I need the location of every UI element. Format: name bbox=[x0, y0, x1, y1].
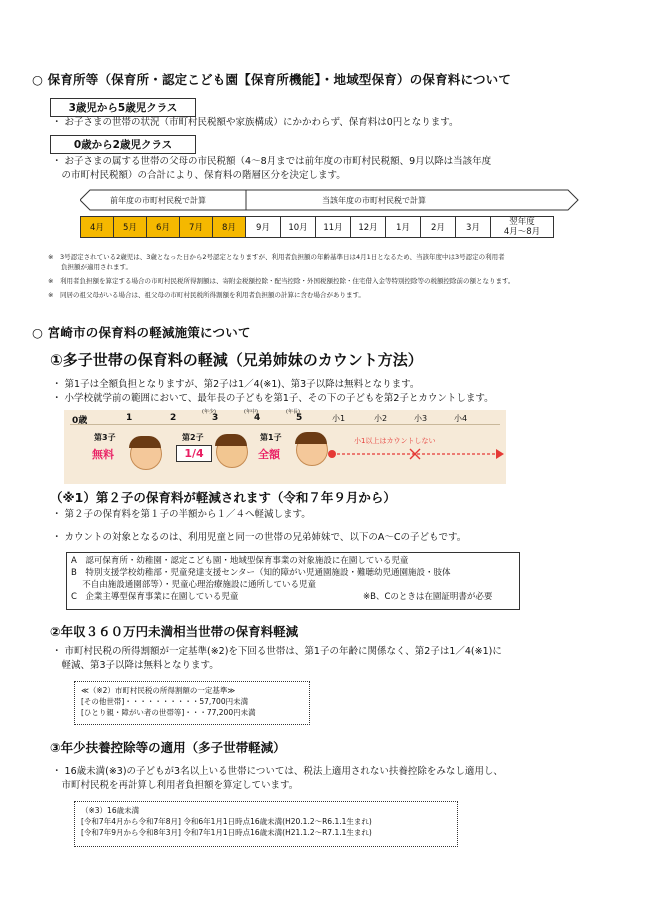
tag-0to2: 0歳から2歳児クラス bbox=[50, 135, 196, 154]
note-line: 負担額が適用されます。 bbox=[48, 263, 132, 271]
criteria-line: [その他世帯]・・・・・・・・・・57,700円未満 bbox=[81, 697, 249, 706]
abc-note: ※B、Cのときは在園証明書が必要 bbox=[363, 592, 493, 602]
section2-title: ○ 宮崎市の保育料の軽減施策について bbox=[32, 325, 251, 340]
sub1-title: ①多子世帯の保育料の軽減（兄弟姉妹のカウント方法） bbox=[50, 351, 423, 369]
kid3-fee: 無料 bbox=[92, 448, 114, 461]
not-counted-label: 小1以上はカウントしない bbox=[354, 437, 436, 445]
month-cell: 6月 bbox=[147, 217, 180, 238]
sub3-title: ③年少扶養控除等の適用（多子世帯軽減） bbox=[50, 740, 286, 755]
age-label: 1 bbox=[126, 413, 133, 423]
sub2-bullet-line2: 軽減、第3子以降は無料となります。 bbox=[52, 660, 219, 671]
bullet-0to2-line1: ・ お子さまの属する世帯の父母の市民税額（4～8月までは前年度の市町村民税額、9月以降は当該年度 bbox=[52, 156, 492, 167]
age-label: 小3 bbox=[414, 414, 428, 423]
months-table bbox=[80, 216, 554, 238]
age-axis bbox=[70, 424, 500, 425]
month-cell: 1月 bbox=[386, 217, 421, 238]
sub1-bullet2: ・ 小学校就学前の範囲において、最年長の子どもを第1子、その下の子どもを第2子とカウントします。 bbox=[52, 393, 494, 404]
month-cell: 5月 bbox=[114, 217, 147, 238]
age-label: 2 bbox=[170, 413, 177, 423]
bullet-0to2-line2: の市町村民税額）の合計により、保育料の階層区分を決定します。 bbox=[52, 170, 346, 181]
age-box bbox=[74, 801, 458, 847]
sub1-bullet1: ・ 第1子は全額負担となりますが、第2子は1／4(※1)、第3子以降は無料となります。 bbox=[52, 379, 420, 390]
note-line: ※ 利用者負担額を算定する場合の市町村民税所得割額は、寄附金税額控除・配当控除・外国税額控除・住宅借入金等特別控除等の税額控除前の額となります。 bbox=[48, 277, 515, 285]
month-cell: 3月 bbox=[456, 217, 491, 238]
month-cell: 12月 bbox=[351, 217, 386, 238]
note1-title: （※1）第２子の保育料が軽減されます（令和７年９月から） bbox=[50, 490, 396, 505]
kid1-hair-icon bbox=[295, 432, 327, 444]
kid3-hair-icon bbox=[129, 436, 161, 448]
note-line: ※ 同居の祖父母がいる場合は、祖父母の市町村民税所得割額を利用者負担額の計算に含む場合があります。 bbox=[48, 291, 365, 299]
arrow-prev-label: 前年度の市町村民税で計算 bbox=[110, 196, 206, 205]
month-cell: 2月 bbox=[421, 217, 456, 238]
note1-bullet2: ・ カウントの対象となるのは、利用児童と同一の世帯の兄弟姉妹で、以下のA～Cの子どもです。 bbox=[52, 532, 467, 543]
notes bbox=[48, 252, 638, 300]
month-cell: 11月 bbox=[316, 217, 351, 238]
criteria-line: [ひとり親・障がい者の世帯等]・・・77,200円未満 bbox=[81, 708, 256, 717]
arrow-curr-label: 当該年度の市町村民税で計算 bbox=[322, 196, 426, 205]
month-next-cell bbox=[491, 217, 554, 238]
month-next-line1: 翌年度 bbox=[509, 217, 535, 227]
kid2-fee: 1/4 bbox=[176, 445, 212, 462]
note-line: ※ 3号認定されている2歳児は、3歳となった日から2号認定となりますが、利用者負担額の年齢基準日は4月1日となるため、当該年度中は3号認定の利用者 bbox=[48, 253, 505, 261]
month-cell: 9月 bbox=[246, 217, 281, 238]
sub3-bullet-line2: 市町村民税を再計算し利用者負担額を算定しています。 bbox=[52, 780, 299, 791]
criteria-box bbox=[74, 681, 310, 725]
abc-box bbox=[66, 552, 520, 610]
month-cell: 7月 bbox=[180, 217, 213, 238]
age-label: 小1 bbox=[332, 414, 346, 423]
note1-bullet1: ・ 第２子の保育料を第１子の半額から１／４へ軽減します。 bbox=[52, 509, 311, 520]
kid2-label: 第2子 bbox=[182, 433, 204, 442]
abc-line: 不自由施設通園部等）・児童心理治療施設に通所している児童 bbox=[71, 580, 316, 590]
age-label: 0歳 bbox=[72, 416, 88, 426]
abc-line: B 特別支援学校幼稚部・児童発達支援センター（知的障がい児通園施設・難聴幼児通園施設・肢体 bbox=[71, 568, 451, 578]
age-small-note: (年長) bbox=[286, 409, 300, 415]
age-box-line: [令和7年4月から令和7年8月] 令和6年1月1日時点16歳未満(H20.1.2～R6.1.1生まれ) bbox=[81, 817, 372, 826]
bullet-3to5: ・ お子さまの世帯の状況（市町村民税額や家族構成）にかかわらず、保育料は0円となります。 bbox=[52, 117, 459, 128]
criteria-line: ≪（※2）市町村民税の所得割額の一定基準≫ bbox=[81, 686, 236, 695]
month-cell: 4月 bbox=[81, 217, 114, 238]
age-box-line: （※3）16歳未満 bbox=[81, 806, 140, 815]
month-cell: 10月 bbox=[281, 217, 316, 238]
kid3-label: 第3子 bbox=[94, 433, 116, 442]
age-label: 4 bbox=[254, 413, 261, 423]
abc-line-c bbox=[71, 591, 515, 603]
section1-title: ○ 保育所等（保育所・認定こども園【保育所機能】・地域型保育）の保育料について bbox=[32, 72, 512, 87]
age-label: 5 bbox=[296, 413, 303, 423]
sibling-illustration bbox=[64, 410, 506, 484]
sub2-bullet-line1: ・ 市町村民税の所得割額が一定基準(※2)を下回る世帯は、第1子の年齢に関係なく、第2子は1／4(※1)に bbox=[52, 646, 502, 657]
month-cell: 8月 bbox=[213, 217, 246, 238]
kid2-hair-icon bbox=[215, 434, 247, 446]
age-small-note: (年中) bbox=[244, 409, 258, 415]
kid1-label: 第1子 bbox=[260, 433, 282, 442]
abc-line: C 企業主導型保育事業に在園している児童 bbox=[71, 592, 239, 602]
age-label: 小4 bbox=[454, 414, 468, 423]
sub3-bullet-line1: ・ 16歳未満(※3)の子どもが3名以上いる世帯については、税法上適用されない扶養控除をみなし適用し、 bbox=[52, 766, 503, 777]
age-label: 3 bbox=[212, 413, 219, 423]
tag-3to5: 3歳児から5歳児クラス bbox=[50, 98, 196, 117]
kid1-fee: 全額 bbox=[258, 448, 280, 461]
abc-line: A 認可保育所・幼稚園・認定こども園・地域型保育事業の対象施設に在園している児童 bbox=[71, 556, 409, 566]
sub2-title: ②年収３６０万円未満相当世帯の保育料軽減 bbox=[50, 624, 299, 639]
age-label: 小2 bbox=[374, 414, 388, 423]
age-small-note: (年少) bbox=[202, 409, 216, 415]
not-counted-arrow bbox=[326, 444, 506, 464]
age-box-line: [令和7年9月から令和8年3月] 令和7年1月1日時点16歳未満(H21.1.2～R7.1.1生まれ) bbox=[81, 828, 372, 837]
month-next-line2: 4月～8月 bbox=[503, 227, 541, 237]
